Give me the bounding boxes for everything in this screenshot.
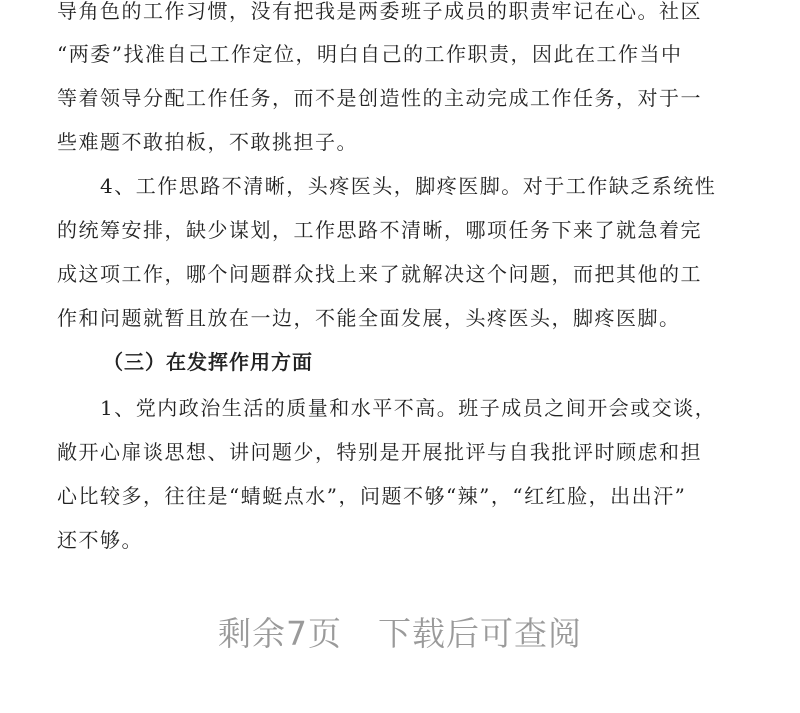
text-line: 4、工作思路不清晰，头疼医头，脚疼医脚。对于工作缺乏系统性 — [100, 174, 717, 198]
text-line: “两委”找准自己工作定位，明白自己的工作职责，因此在工作当中 — [57, 42, 683, 66]
download-prompt[interactable] — [0, 612, 800, 656]
text-line: 的统筹安排，缺少谋划，工作思路不清晰，哪项任务下来了就急着完 — [57, 218, 702, 242]
text-line: 作和问题就暂且放在一边，不能全面发展，头疼医头，脚疼医脚。 — [57, 306, 681, 330]
text-line: 1、党内政治生活的质量和水平不高。班子成员之间开会或交谈， — [100, 396, 717, 420]
text-line: 成这项工作，哪个问题群众找上来了就解决这个问题，而把其他的工 — [57, 262, 702, 286]
section-heading: （三）在发挥作用方面 — [103, 350, 313, 374]
text-line: 些难题不敢拍板，不敢挑担子。 — [57, 130, 358, 154]
text-line: 还不够。 — [57, 528, 143, 552]
text-line: 导角色的工作习惯，没有把我是两委班子成员的职责牢记在心。社区 — [57, 0, 702, 23]
download-hint-label: 下载后可查阅 — [378, 614, 582, 653]
text-line: 等着领导分配工作任务，而不是创造性的主动完成工作任务，对于一 — [57, 86, 702, 110]
text-line: 心比较多，往往是“蜻蜓点水”，问题不够“辣”，“红红脸，出出汗” — [57, 484, 687, 508]
text-line: 敞开心扉谈思想、讲问题少，特别是开展批评与自我批评时顾虑和担 — [57, 440, 702, 464]
remaining-pages-label: 剩余7页 — [218, 614, 342, 653]
